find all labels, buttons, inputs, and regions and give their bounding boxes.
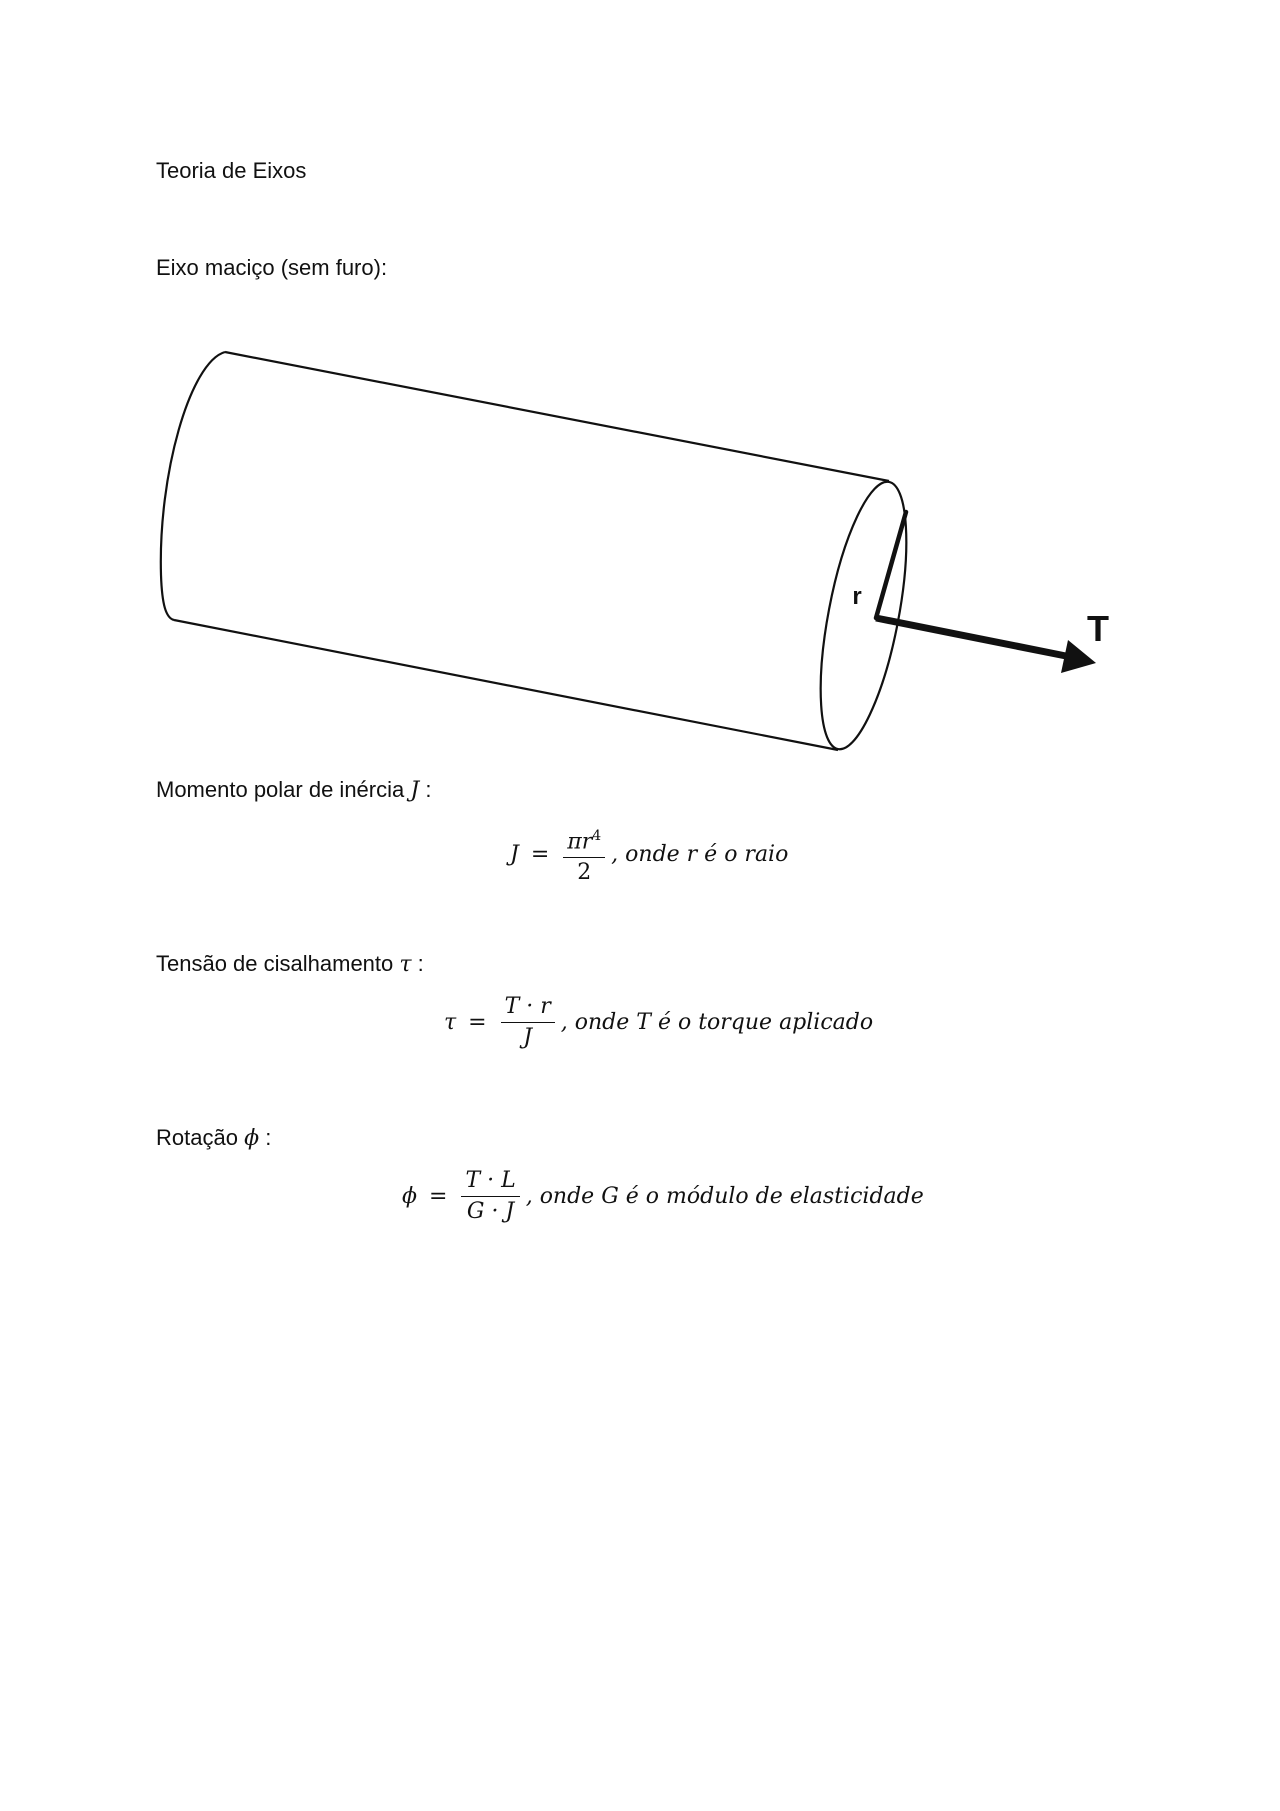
torque-label: T [1087,608,1109,649]
polar-symbol: J [410,778,420,803]
polar-denominator: 2 [577,860,592,886]
shear-heading-text: Tensão de cisalhamento [156,951,394,976]
polar-heading-text: Momento polar de inércia [156,777,405,802]
rotation-eq-lhs: ϕ [402,1184,417,1209]
rotation-heading-text: Rotação [156,1125,238,1150]
shear-note: , onde T é o torque aplicado [560,1010,874,1035]
shaft-left-end [161,352,225,620]
shaft-top-edge [225,352,889,481]
shear-symbol: τ [399,952,412,977]
polar-suffix: : [419,777,432,802]
shear-eq-sign: = [468,1010,487,1035]
polar-num-exponent: 4 [592,828,602,844]
shear-fraction [501,994,555,1051]
polar-equation [510,823,788,886]
rotation-denominator: G · J [466,1199,515,1224]
shear-eq-lhs: τ [444,1010,457,1035]
rotation-eq-sign: = [429,1184,448,1209]
rotation-numerator: T · L [461,1168,519,1197]
shear-heading [156,950,424,979]
section-subtitle: Eixo maciço (sem furo): [156,255,388,280]
polar-note: , onde r é o raio [611,842,789,868]
rotation-suffix: : [259,1125,272,1150]
shear-equation [444,994,873,1051]
shear-numerator: T · r [501,994,555,1023]
shear-denominator: J [523,1025,533,1050]
polar-eq-sign: = [530,842,550,868]
radius-label: r [852,583,862,610]
polar-eq-lhs: J [510,842,519,868]
rotation-fraction [461,1168,519,1225]
shear-suffix: : [411,951,424,976]
rotation-equation [402,1168,924,1225]
polar-numerator [563,823,605,858]
rotation-symbol: ϕ [244,1126,260,1151]
shaft-diagram [0,330,1280,770]
polar-fraction [563,823,605,886]
rotation-heading [156,1124,271,1153]
shaft-bottom-edge [174,620,838,750]
polar-num-text: πr [567,829,593,855]
rotation-note: , onde G é o módulo de elasticidade [525,1184,924,1209]
polar-heading [156,776,431,805]
torque-arrow-line [876,618,1066,656]
document-title: Teoria de Eixos [156,158,307,183]
